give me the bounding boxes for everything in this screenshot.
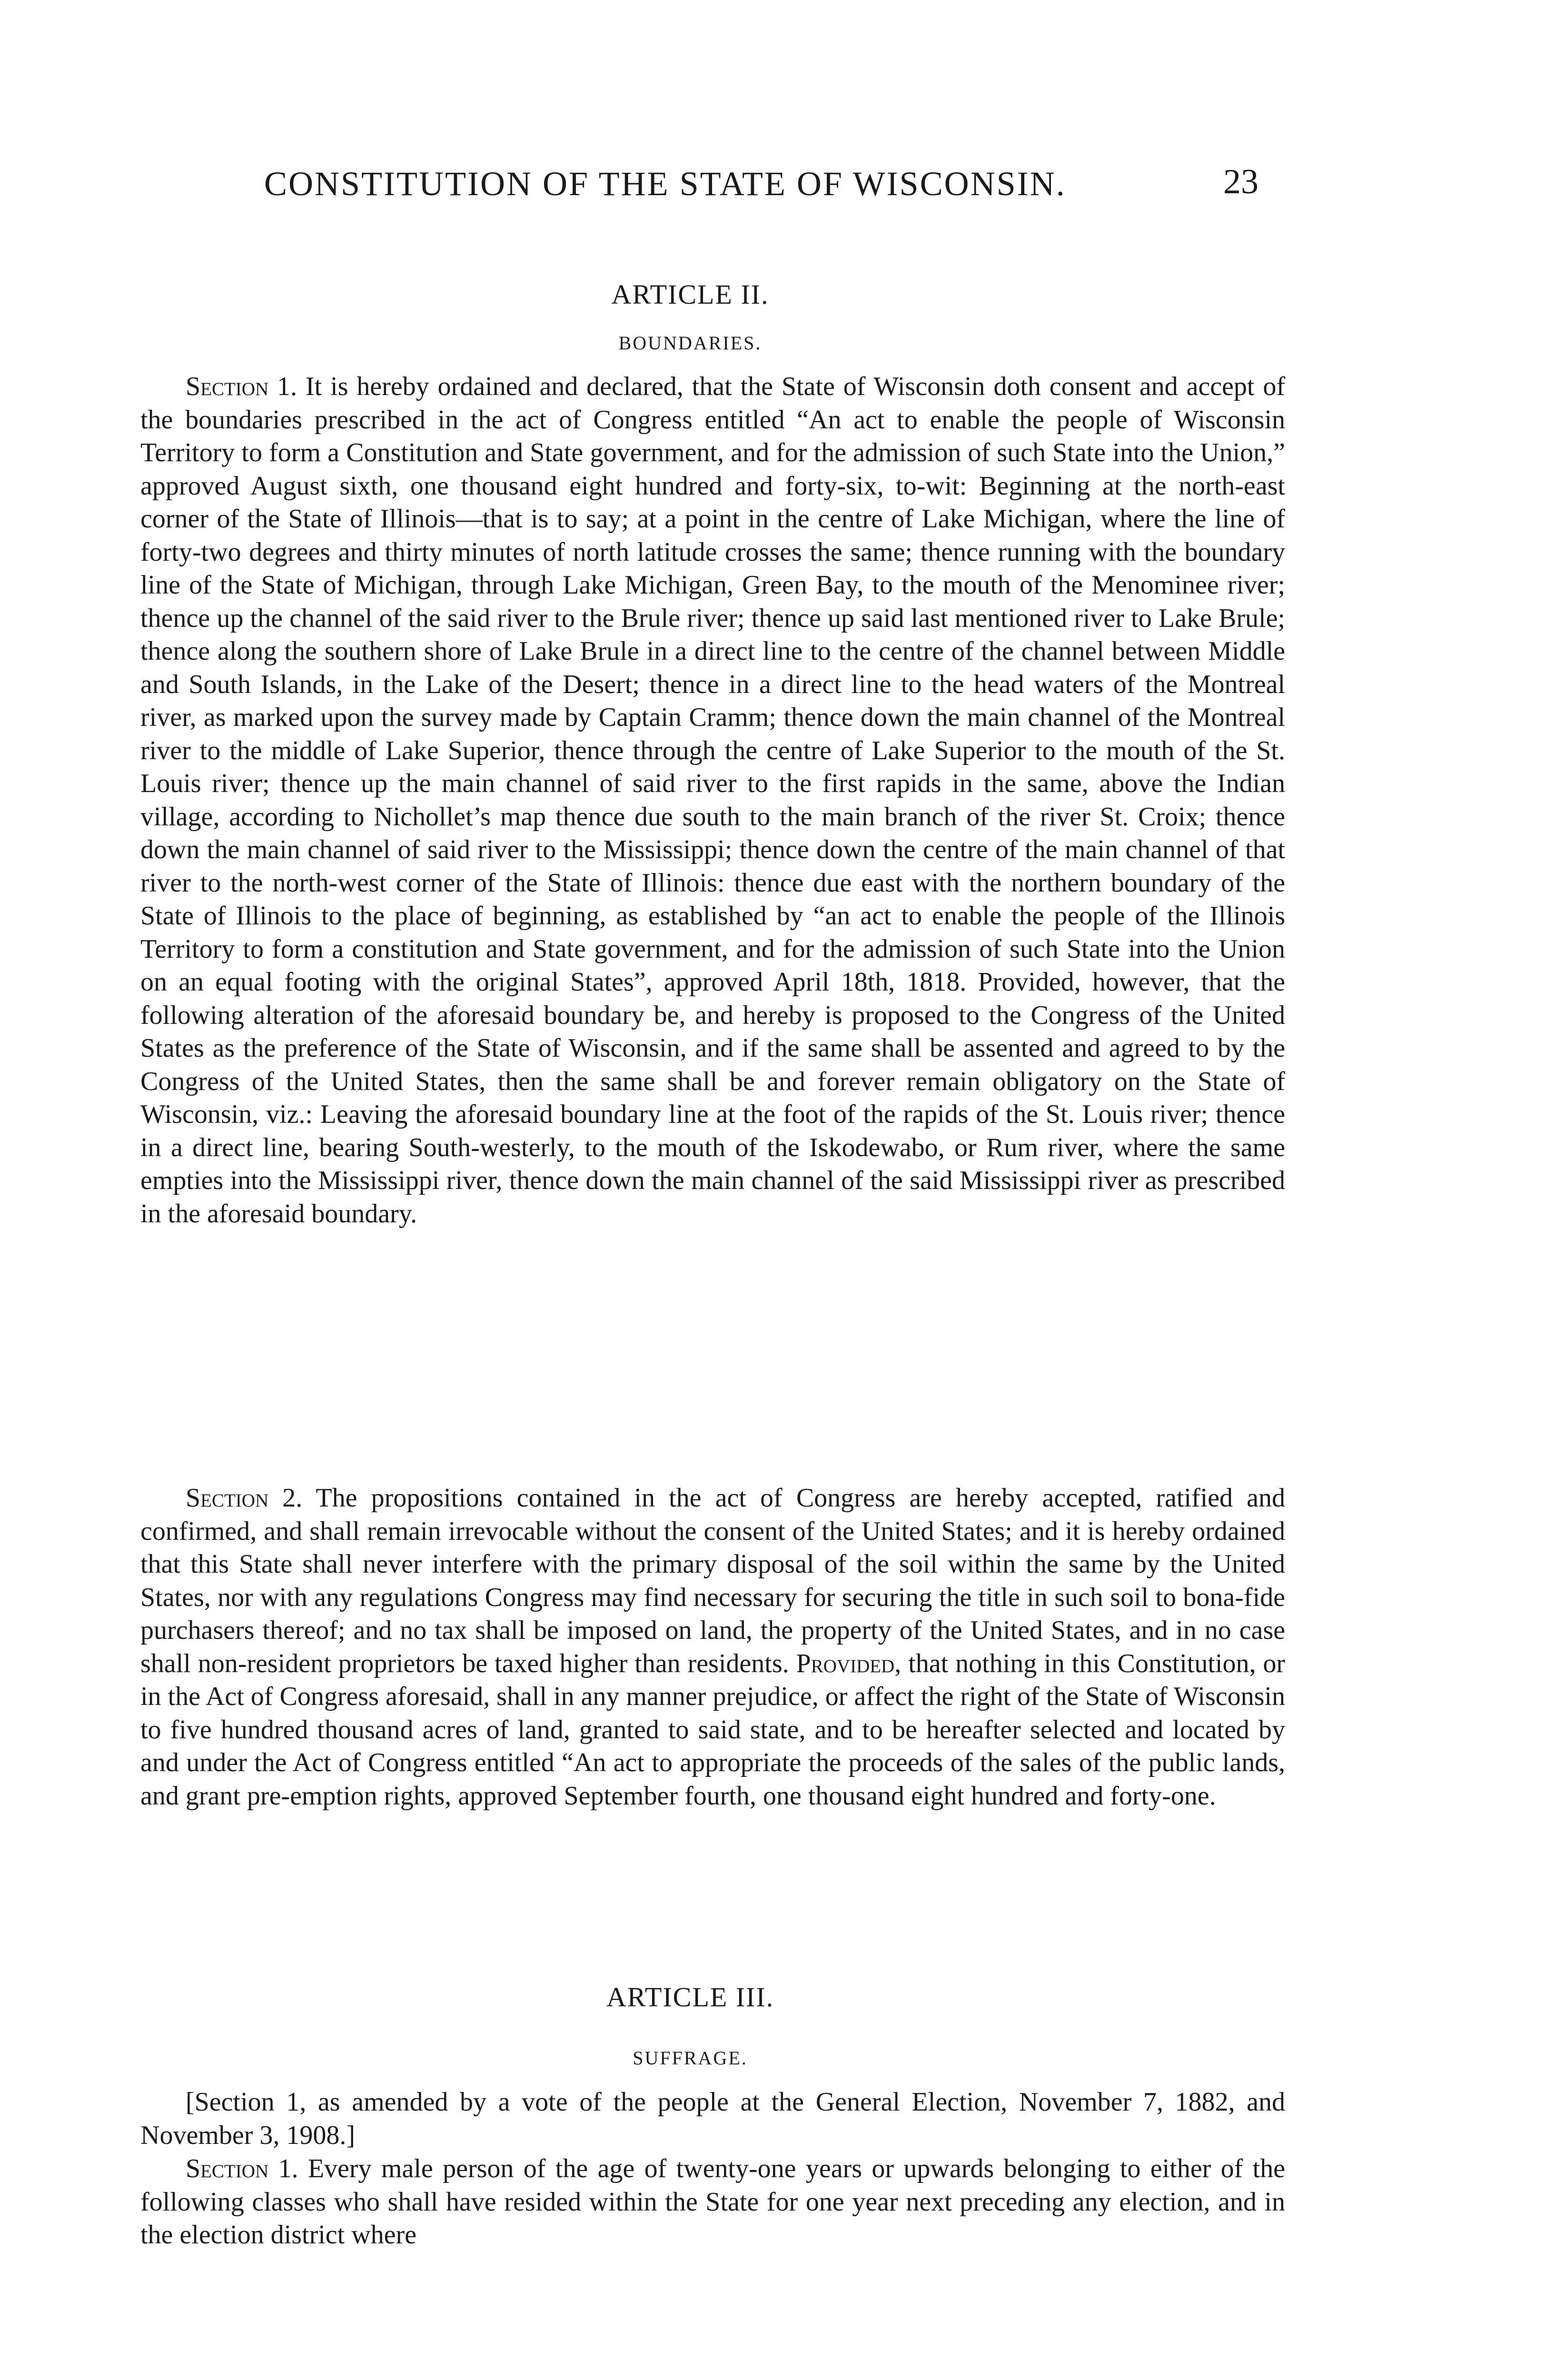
article-2-subtitle: BOUNDARIES. <box>618 332 762 354</box>
page-number: 23 <box>1223 162 1259 201</box>
section-text: It is hereby ordained and declared, that the State of Wisconsin doth consent and accept of the boundaries prescribed in the act of Congress entitled “An act to enable the people of Wisconsin Territory to form a Constitution and State government, and for the admission of such State into the Union,” approved August sixth, one thousand eight hundred and forty-six, to-wit: Beginning at the north-east corner of the State of Illinois—that is to say; at a point in the centre of Lake Michigan, where the line of forty-two degrees and thirty minutes of north latitude crosses the same; thence running with the boundary line of the State of Michigan, through Lake Michigan, Green Bay, to the mouth of the Menominee river; thence up the channel of the said river to the Brule river; thence up said last mentioned river to Lake Brule; thence along the southern shore of Lake Brule in a direct line to the centre of the channel between Middle and South Islands, in the Lake of the Desert; thence in a direct line to the head waters of the Montreal river, as marked upon the survey made by Captain Cramm; thence down the main channel of the Montreal river to the middle of Lake Superior, thence through the centre of Lake Superior to the mouth of the St. Louis river; thence up the main channel of said river to the first rapids in the same, above the Indian village, according to Nichollet’s map thence due south to the main branch of the river St. Croix; thence down the main channel of said river to the Mississippi; thence down the centre of the main channel of that river to the north-west corner of the State of Illinois: thence due east with the northern boundary of the State of Illinois to the place of beginning, as established by “an act to enable the people of the Illinois Territory to form a constitution and State government, and for the admission of such State into the Union on an equal footing with the original States”, approved April 18th, 1818. Provided, however, that the following alteration of the aforesaid boundary be, and hereby is proposed to the Congress of the United States as the preference of the State of Wisconsin, and if the same shall be assented and agreed to by the Congress of the United States, then the same shall be and forever remain obligatory on the State of Wisconsin, viz.: Leaving the aforesaid boundary line at the foot of the rapids of the St. Louis river; thence in a direct line, bearing South-westerly, to the mouth of the Iskodewabo, or Rum river, where the same empties into the Mississippi river, thence down the main channel of the said Mississippi river as prescribed in the aforesaid boundary. <box>140 372 1286 1229</box>
section-text-continued: that nothing in this Constitution, or in the Act of Congress aforesaid, shall in any manner prejudice, or affect the right of the State of Wisconsin to five hundred thousand acres of land, granted to said state, and to be hereafter selected and located by and under the Act of Congress entitled “An act to appropriate the proceeds of the sales of the public lands, and grant pre-emption rights, approved September fourth, one thousand eight hundred and forty-one. <box>140 1648 1286 1811</box>
article-3-title: ARTICLE III. <box>606 1982 774 2013</box>
amendment-note: [Section 1, as amended by a vote of the people at the General Election, November 7, 1882, and November 3, 1908.] <box>140 2087 1285 2150</box>
section-label: Section 2. <box>186 1483 303 1513</box>
article-3-subtitle: SUFFRAGE. <box>633 2047 748 2069</box>
section-label: Section 1. <box>186 372 297 401</box>
article-2-section-1 <box>140 370 1285 1230</box>
article-3-section-1 <box>140 2152 1285 2252</box>
running-title: CONSTITUTION OF THE STATE OF WISCONSIN. <box>264 165 1066 203</box>
section-label: Section 1. <box>186 2154 298 2183</box>
provided-keyword: Provided, <box>796 1648 902 1678</box>
article-2-section-2 <box>140 1482 1285 1813</box>
article-2-title: ARTICLE II. <box>611 279 769 310</box>
section-text: The propositions contained in the act of Congress are hereby accepted, ratified and confirmed, and shall remain irrevocable without the consent of the United States; and it is hereby ordained that this State shall never interfere with the primary disposal of the soil within the same by the United States, nor with any regulations Congress may find necessary for securing the title in such soil to bona-fide purchasers thereof; and no tax shall be imposed on land, the property of the United States, and in no case shall non-resident proprietors be taxed higher than residents. <box>140 1483 1285 1678</box>
section-text: Every male person of the age of twenty-one years or upwards belonging to either of the following classes who shall have resided within the State for one year next preceding any election, and in the election district where <box>140 2154 1285 2250</box>
